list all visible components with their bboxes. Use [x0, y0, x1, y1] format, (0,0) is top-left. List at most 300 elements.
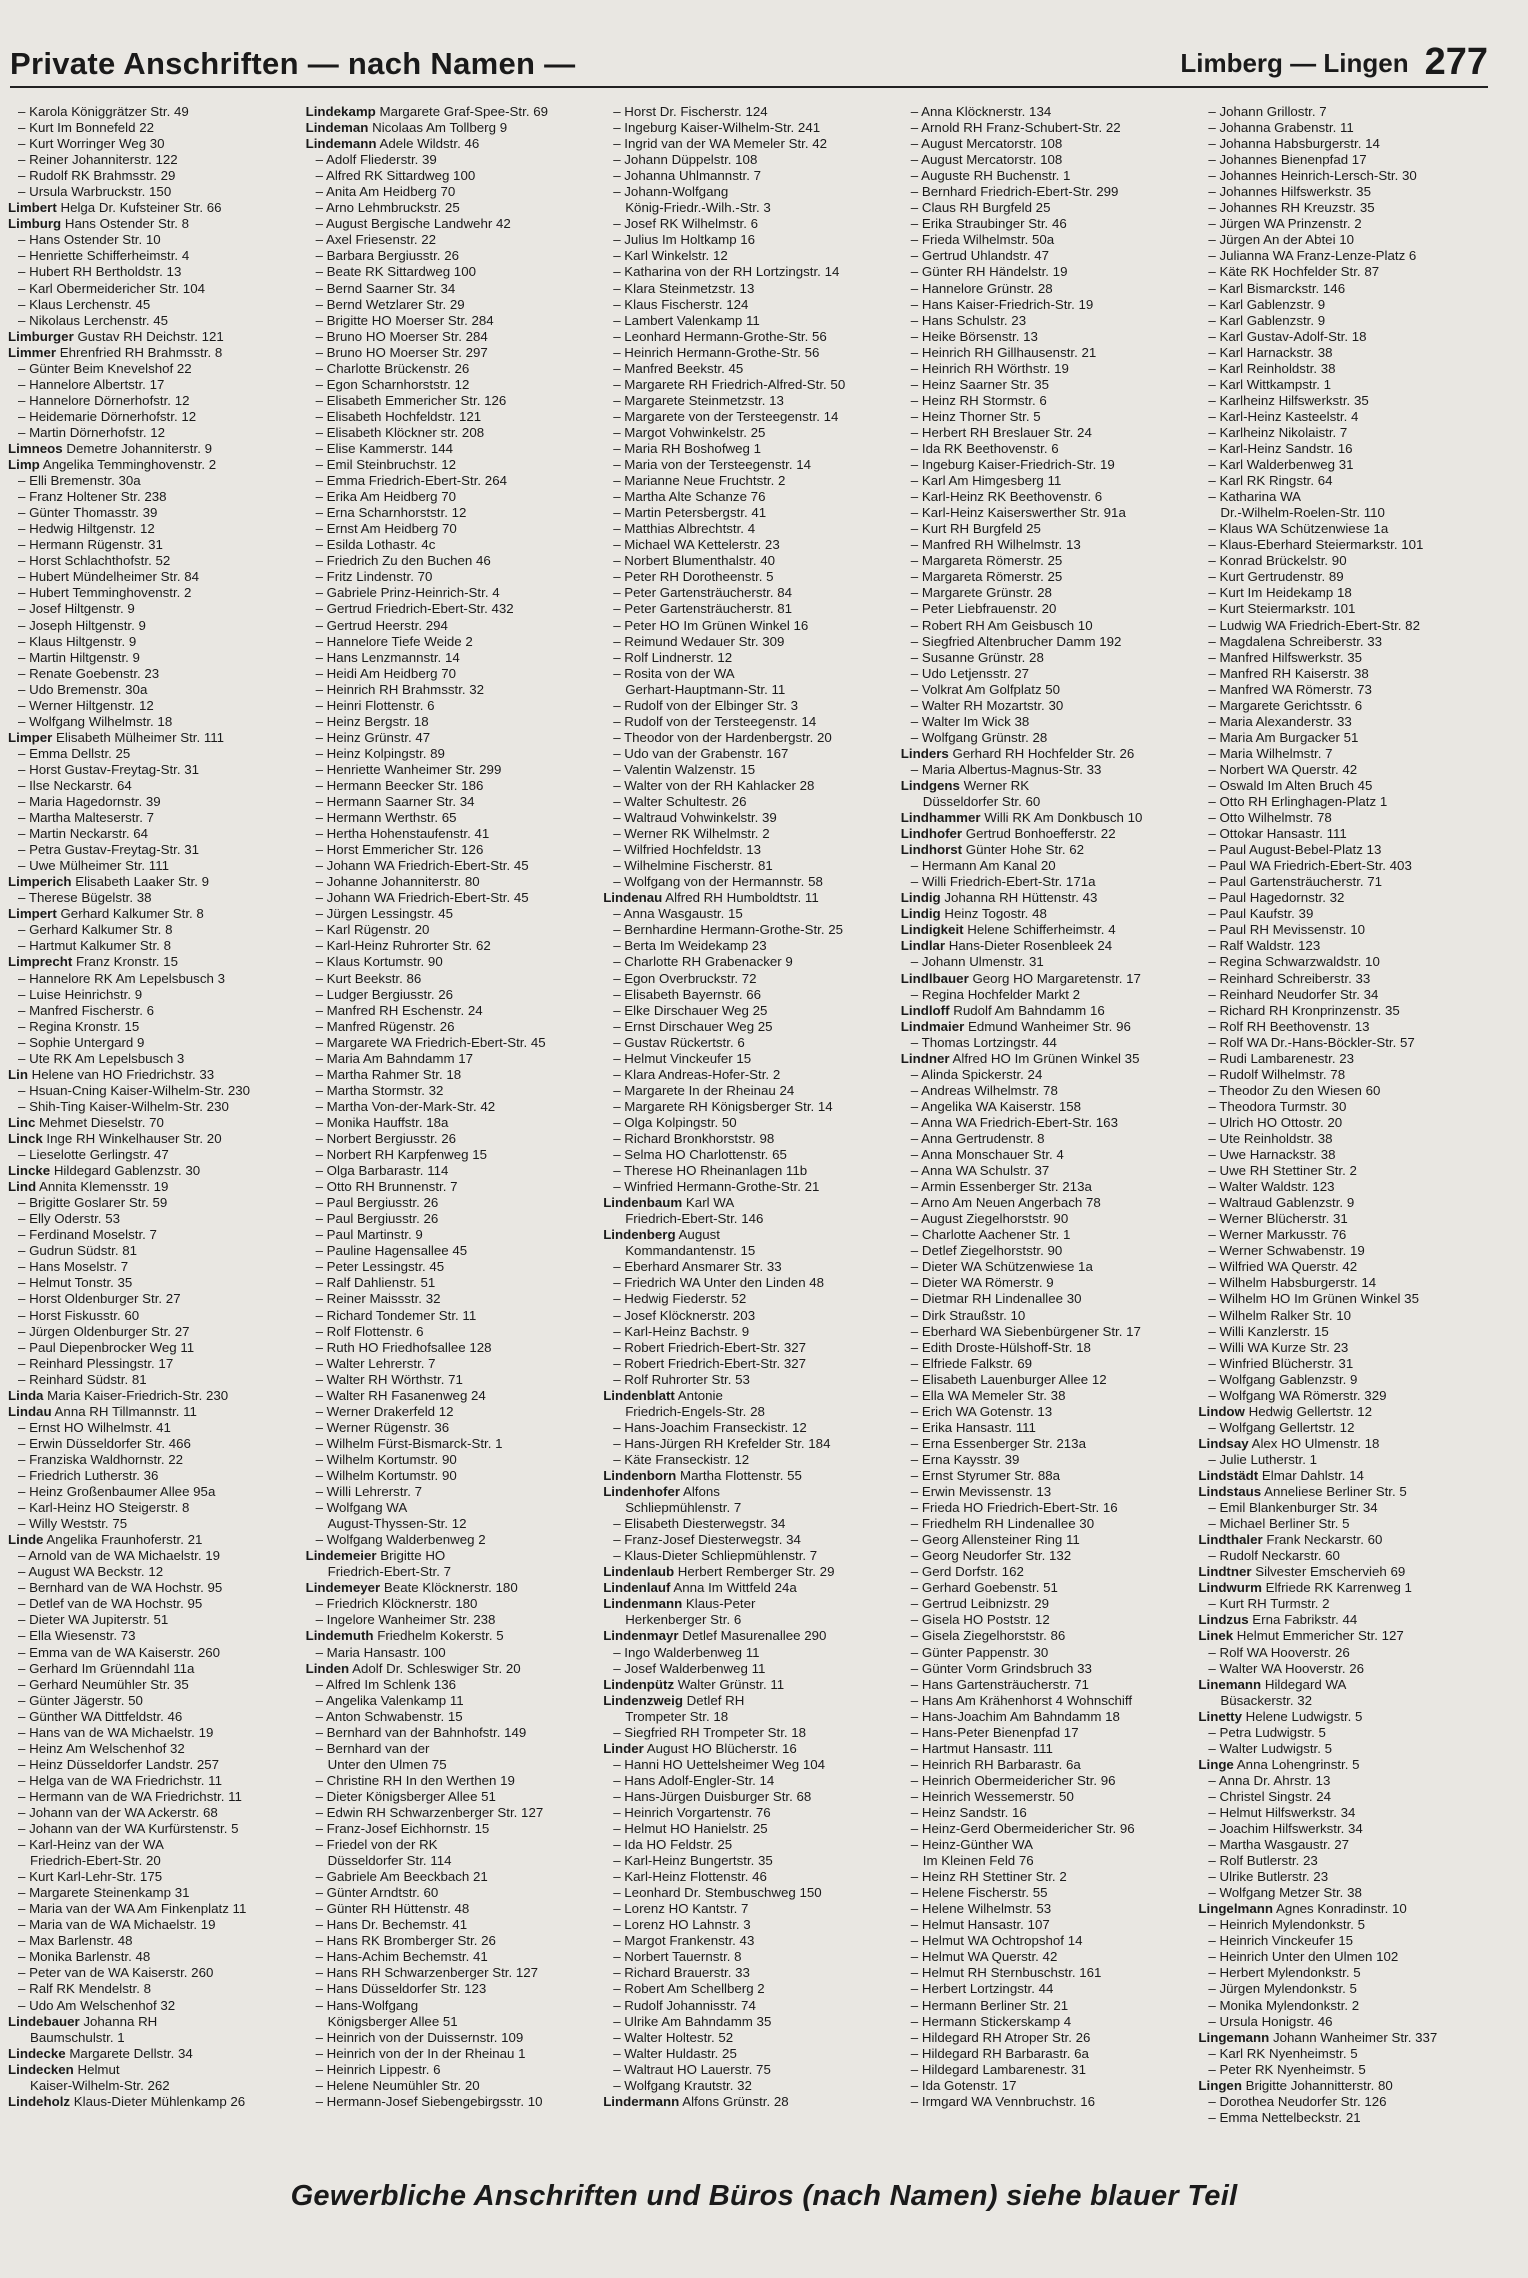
sub-entry: – Charlotte Aachener Str. 1 — [910, 1227, 1071, 1243]
sub-entry: – Susanne Grünstr. 28 — [910, 649, 1044, 665]
sub-entry: – Friedrich Lutherstr. 36 — [18, 1467, 159, 1483]
sub-entry: – Hedwig Fiederstr. 52 — [613, 1291, 747, 1307]
sub-entry: – Paul August-Bebel-Platz 13 — [1208, 842, 1382, 858]
entry-text: Hans-Dieter Rosenbleek 24 — [945, 938, 1113, 954]
sub-entry: – Hertha Hohenstaufenstr. 41 — [315, 826, 490, 842]
sub-entry: – Margarete RH Königsberger Str. 14 — [613, 1098, 833, 1114]
sub-entry: – Frieda Wilhelmstr. 50a — [910, 232, 1055, 248]
entry-text: August — [675, 1227, 720, 1243]
sub-entry: – Friedel von der RK — [315, 1837, 438, 1853]
sub-entry: – Karl-Heinz Ruhrorter Str. 62 — [315, 938, 491, 954]
header-right — [1180, 41, 1488, 86]
sub-entry: – Günter RH Händelstr. 19 — [910, 264, 1068, 280]
sub-entry: – Gertrud Heerstr. 294 — [315, 617, 448, 633]
sub-entry: – Kurt Im Bonnefeld 22 — [18, 120, 155, 136]
sub-entry: – Wolfgang Krautstr. 32 — [613, 2077, 752, 2093]
sub-entry: – Hans-Peter Bienenpfad 17 — [910, 1724, 1079, 1740]
sub-entry: – Regina Kronstr. 15 — [18, 1018, 140, 1034]
sub-entry: – Gisela Ziegelhorststr. 86 — [910, 1628, 1066, 1644]
sub-entry: – Hans Kaiser-Friedrich-Str. 19 — [910, 296, 1094, 312]
sub-entry: – Margot Frankenstr. 43 — [613, 1933, 755, 1949]
sub-entry: – Heidi Am Heidberg 70 — [315, 665, 457, 681]
sub-entry: – Paul Martinstr. 9 — [315, 1227, 423, 1243]
sub-entry: – Eberhard WA Siebenbürgener Str. 17 — [910, 1323, 1141, 1339]
surname: Lindhofer — [900, 826, 963, 842]
entry-text: Hans Ostender Str. 8 — [61, 216, 190, 232]
sub-entry: – Angelika Valenkamp 11 — [315, 1692, 464, 1708]
sub-entry: – Hermann Rügenstr. 31 — [18, 537, 163, 553]
sub-entry: – Manfred Rügenstr. 26 — [315, 1018, 455, 1034]
sub-entry: – Barbara Bergiusstr. 26 — [315, 248, 459, 264]
sub-entry: – Norbert WA Querstr. 42 — [1208, 761, 1358, 777]
sub-entry: – Ida HO Feldstr. 25 — [613, 1837, 733, 1853]
sub-entry: – Heinrich Vorgartenstr. 76 — [613, 1804, 771, 1820]
sub-entry: – Rudolf von der Tersteegenstr. 14 — [613, 713, 817, 729]
sub-entry: – Bruno HO Moerser Str. 284 — [315, 328, 488, 344]
sub-entry: – Sophie Untergard 9 — [18, 1034, 145, 1050]
sub-entry: – Arno Lehmbruckstr. 25 — [315, 200, 460, 216]
surname: Lindecke — [8, 2045, 66, 2061]
entry-text: Detlef Masurenallee 290 — [678, 1628, 827, 1644]
surname: Lindenborn — [603, 1467, 677, 1483]
surname-entry — [901, 938, 1191, 954]
sub-entry: – Lambert Valenkamp 11 — [613, 312, 760, 328]
entry-continuation: Düsseldorfer Str. 60 — [922, 794, 1041, 810]
sub-entry: – Arno Am Neuen Angerbach 78 — [910, 1195, 1101, 1211]
sub-entry: – Heinz-Günther WA — [910, 1837, 1033, 1853]
sub-entry: – Hannelore Tiefe Weide 2 — [315, 633, 473, 649]
sub-entry: – Elisabeth Emmericher Str. 126 — [315, 392, 507, 408]
sub-entry: – Peter Lessingstr. 45 — [315, 1259, 445, 1275]
sub-entry: – Elisabeth Klöckner str. 208 — [315, 424, 485, 440]
sub-entry: – Oswald Im Alten Bruch 45 — [1208, 777, 1373, 793]
surname-entry — [8, 2062, 298, 2078]
surname-entry — [8, 2014, 298, 2030]
sub-entry: – Hubert RH Bertholdstr. 13 — [18, 264, 182, 280]
sub-entry: – Günter Thomasstr. 39 — [18, 505, 158, 521]
surname: Lindstädt — [1198, 1467, 1259, 1483]
sub-entry: – Kurt Beekstr. 86 — [315, 970, 422, 986]
sub-entry: – Brigitte HO Moerser Str. 284 — [315, 312, 494, 328]
surname: Linek — [1198, 1628, 1234, 1644]
sub-entry: – Maria Albertus-Magnus-Str. 33 — [910, 761, 1102, 777]
entry-text: Elmar Dahlstr. 14 — [1258, 1467, 1364, 1483]
sub-entry: – Elly Oderstr. 53 — [18, 1211, 120, 1227]
entry-continuation: Königsberger Allee 51 — [327, 2013, 458, 2029]
sub-entry: – Luise Heinrichstr. 9 — [18, 986, 143, 1002]
entry-text: Franz Kronstr. 15 — [72, 954, 178, 970]
sub-entry: – Karl Reinholdstr. 38 — [1208, 360, 1336, 376]
sub-entry: – Erna Scharnhorststr. 12 — [315, 505, 467, 521]
sub-entry: – Irmgard WA Vennbruchstr. 16 — [910, 2093, 1096, 2109]
surname: Lindemeier — [305, 1548, 377, 1564]
sub-entry: – Klaus Hiltgenstr. 9 — [18, 633, 137, 649]
sub-entry: – Paul Bergiusstr. 26 — [315, 1195, 439, 1211]
surname: Linders — [900, 745, 949, 761]
sub-entry: – Rolf Flottenstr. 6 — [315, 1323, 424, 1339]
surname: Lindstaus — [1198, 1484, 1262, 1500]
surname: Lindenhofer — [603, 1484, 681, 1500]
sub-entry: – Bernhard van der Bahnhofstr. 149 — [315, 1724, 527, 1740]
surname-entry — [901, 810, 1191, 826]
sub-entry: – Johann van der WA Kurfürstenstr. 5 — [18, 1821, 239, 1837]
sub-entry: – Reimund Wedauer Str. 309 — [613, 633, 785, 649]
sub-entry: – Waltraut HO Lauerstr. 75 — [613, 2061, 771, 2077]
sub-entry: – Elfriede Falkstr. 69 — [910, 1355, 1032, 1371]
sub-entry: – Klaus WA Schützenwiese 1a — [1208, 521, 1389, 537]
sub-entry: – Elli Bremenstr. 30a — [18, 473, 141, 489]
sub-entry: – Gabriele Prinz-Heinrich-Str. 4 — [315, 585, 500, 601]
surname: Lindigkeit — [900, 922, 964, 938]
sub-entry: – Alfred Im Schlenk 136 — [315, 1676, 457, 1692]
sub-entry: – Werner Blücherstr. 31 — [1208, 1211, 1348, 1227]
surname-entry — [901, 1019, 1191, 1035]
sub-entry: – Werner Rügenstr. 36 — [315, 1419, 450, 1435]
sub-entry: – Willy Weststr. 75 — [18, 1516, 128, 1532]
entry-text: Klaus-Dieter Mühlenkamp 26 — [70, 2093, 246, 2109]
sub-entry: – Günter Vorm Grindsbruch 33 — [910, 1660, 1092, 1676]
entry-continuation: Friedrich-Ebert-Str. 20 — [30, 1853, 161, 1869]
surname: Lindenbaum — [603, 1195, 683, 1211]
sub-entry: – Karl Gustav-Adolf-Str. 18 — [1208, 328, 1367, 344]
sub-entry: – Karl Harnackstr. 38 — [1208, 344, 1333, 360]
entry-continuation: Friedrich-Ebert-Str. 146 — [625, 1211, 764, 1227]
sub-entry: – Paul Diepenbrocker Weg 11 — [18, 1339, 195, 1355]
surname-entry — [8, 345, 298, 361]
sub-entry: – Johanne Johanniterstr. 80 — [315, 874, 480, 890]
sub-entry: – Wilfried WA Querstr. 42 — [1208, 1259, 1358, 1275]
sub-entry: – Emil Steinbruchstr. 12 — [315, 457, 457, 473]
sub-entry: – Edith Droste-Hülshoff-Str. 18 — [910, 1339, 1091, 1355]
surname: Limbert — [8, 200, 57, 216]
footer-note: Gewerbliche Anschriften und Büros (nach Namen) siehe blauer Teil — [290, 2179, 1238, 2212]
entry-continuation: Kommandantenstr. 15 — [625, 1243, 756, 1259]
sub-entry: – Ferdinand Moselstr. 7 — [18, 1227, 157, 1243]
entry-text: Klaus-Peter — [682, 1596, 756, 1612]
surname: Lindthaler — [1198, 1532, 1263, 1548]
sub-entry: – Walter Huldastr. 25 — [613, 2045, 737, 2061]
sub-entry: – Brigitte Goslarer Str. 59 — [18, 1195, 168, 1211]
sub-entry: – Hartmut Kalkumer Str. 8 — [18, 938, 171, 954]
sub-entry: – Heinrich RH Gillhausenstr. 21 — [910, 344, 1097, 360]
entry-continuation: Unter den Ulmen 75 — [327, 1756, 447, 1772]
sub-entry: – Manfred WA Römerstr. 73 — [1208, 681, 1372, 697]
surname-entry — [603, 1596, 893, 1612]
surname: Lindlar — [900, 938, 946, 954]
sub-entry: – Karl-Heinz HO Steigerstr. 8 — [18, 1500, 190, 1516]
sub-entry: – Wolfgang Gellertstr. 12 — [1208, 1419, 1355, 1435]
sub-entry: – Hermann Saarner Str. 34 — [315, 794, 475, 810]
entry-text: Hedwig Gellertstr. 12 — [1244, 1403, 1373, 1419]
entry-text: Alfons — [680, 1484, 720, 1500]
entry-continuation: Trompeter Str. 18 — [625, 1708, 729, 1724]
sub-entry: – Herbert Lortzingstr. 44 — [910, 1981, 1054, 1997]
sub-entry: – Gertrud Leibnizstr. 29 — [910, 1596, 1049, 1612]
sub-entry: – Friedrich Zu den Buchen 46 — [315, 553, 491, 569]
page-header — [10, 30, 1488, 88]
surname: Lindemuth — [305, 1628, 374, 1644]
sub-entry: – Werner Schwabenstr. 19 — [1208, 1243, 1365, 1259]
surname-entry — [306, 1548, 596, 1564]
sub-entry: – Heinz Großenbaumer Allee 95a — [18, 1484, 216, 1500]
surname: Lindloff — [900, 1002, 950, 1018]
sub-entry: – Herbert RH Breslauer Str. 24 — [910, 424, 1092, 440]
surname-entry — [603, 1195, 893, 1211]
sub-entry: – Kurt Steiermarkstr. 101 — [1208, 601, 1356, 617]
sub-entry: – Udo Am Welschenhof 32 — [18, 1997, 176, 2013]
entry-text: Angelika Temminghovenstr. 2 — [39, 457, 217, 473]
sub-entry: – Martha Rahmer Str. 18 — [315, 1066, 462, 1082]
sub-entry: – Maria Hansastr. 100 — [315, 1644, 446, 1660]
surname: Lindeman — [305, 120, 369, 136]
sub-entry: – Elisabeth Bayernstr. 66 — [613, 986, 762, 1002]
surname-entry — [306, 1661, 596, 1677]
surname-entry — [8, 200, 298, 216]
sub-entry: – Hartmut Hansastr. 111 — [910, 1740, 1053, 1756]
surname-entry — [8, 730, 298, 746]
sub-entry: – Gerd Dorfstr. 162 — [910, 1564, 1024, 1580]
sub-entry: – Jürgen WA Prinzenstr. 2 — [1208, 216, 1362, 232]
sub-entry: – Ludwig WA Friedrich-Ebert-Str. 82 — [1208, 617, 1420, 633]
sub-entry: – Therese HO Rheinanlagen 11b — [613, 1163, 808, 1179]
sub-entry: – Wolfgang WA Römerstr. 329 — [1208, 1387, 1387, 1403]
sub-entry: – Rudolf Neckarstr. 60 — [1208, 1548, 1340, 1564]
surname: Lindhammer — [900, 810, 981, 826]
entry-text: Johanna RH Hüttenstr. 43 — [940, 890, 1098, 906]
sub-entry: – Helga van de WA Friedrichstr. 11 — [18, 1772, 222, 1788]
sub-entry: – Hans-Joachim Am Bahndamm 18 — [910, 1708, 1120, 1724]
sub-entry: – Walter Schultestr. 26 — [613, 794, 747, 810]
entry-text: Johanna RH — [79, 2013, 158, 2029]
sub-entry: – Otto Wilhelmstr. 78 — [1208, 810, 1332, 826]
sub-entry: – Erwin Düsseldorfer Str. 466 — [18, 1435, 191, 1451]
entry-text: Alfons Grünstr. 28 — [679, 2093, 789, 2109]
sub-entry: – Anna Wasgaustr. 15 — [613, 906, 743, 922]
entry-text: Detlef RH — [682, 1692, 745, 1708]
sub-entry: – Hans RH Schwarzenberger Str. 127 — [315, 1965, 539, 1981]
sub-entry: – Gabriele Am Beeckbach 21 — [315, 1869, 488, 1885]
surname-entry — [603, 1564, 893, 1580]
sub-entry: – Gertrud Uhlandstr. 47 — [910, 248, 1049, 264]
sub-entry: – Hans Lenzmannstr. 14 — [315, 649, 460, 665]
surname: Lindemann — [305, 136, 377, 152]
surname: Lindenzweig — [603, 1692, 683, 1708]
sub-entry: – Andreas Wilhelmstr. 78 — [910, 1082, 1058, 1098]
surname: Limprecht — [8, 954, 73, 970]
sub-entry: – Olga Kolpingstr. 50 — [613, 1114, 737, 1130]
surname-entry — [8, 457, 298, 473]
sub-entry: – Max Barlenstr. 48 — [18, 1933, 133, 1949]
entry-text: Heinz Togostr. 48 — [940, 906, 1047, 922]
sub-entry: – Regina Schwarzwaldstr. 10 — [1208, 954, 1380, 970]
sub-entry: – Kurt RH Burgfeld 25 — [910, 521, 1041, 537]
sub-entry: – Ulrike Am Bahndamm 35 — [613, 2013, 772, 2029]
sub-entry: – Ingo Walderbenweg 11 — [613, 1644, 760, 1660]
sub-entry: – Hannelore RK Am Lepelsbusch 3 — [18, 970, 225, 986]
surname-entry — [306, 1580, 596, 1596]
sub-entry: – Anna WA Schulstr. 37 — [910, 1163, 1050, 1179]
surname: Lindenmayr — [603, 1628, 679, 1644]
entry-text: Erna Fabrikstr. 44 — [1248, 1612, 1358, 1628]
sub-entry: – Otto RH Brunnenstr. 7 — [315, 1179, 458, 1195]
sub-entry: – Martin Neckarstr. 64 — [18, 826, 149, 842]
sub-entry: – Bernd Wetzlarer Str. 29 — [315, 296, 465, 312]
entry-text: Elisabeth Mülheimer Str. 111 — [52, 729, 225, 745]
sub-entry: – Detlef van de WA Hochstr. 95 — [18, 1596, 203, 1612]
sub-entry: – Helmut Hansastr. 107 — [910, 1917, 1050, 1933]
sub-entry: – Walter RH Wörthstr. 71 — [315, 1371, 463, 1387]
sub-entry: – Hildegard RH Barbarastr. 6a — [910, 2045, 1089, 2061]
sub-entry: – Kurt Karl-Lehr-Str. 175 — [18, 1869, 163, 1885]
sub-entry: – Gerhard Neumühler Str. 35 — [18, 1676, 189, 1692]
surname-entry — [306, 1628, 596, 1644]
sub-entry: – Leonhard Dr. Stembuschweg 150 — [613, 1885, 822, 1901]
sub-entry: – Wilhelm Kortumstr. 90 — [315, 1467, 457, 1483]
surname-entry — [1198, 1709, 1488, 1725]
sub-entry: – Helmut Vinckeufer 15 — [613, 1050, 752, 1066]
entry-text: Helene van HO Friedrichstr. 33 — [27, 1066, 215, 1082]
entry-text: Maria Kaiser-Friedrich-Str. 230 — [43, 1387, 229, 1403]
sub-entry: – Helmut HO Hanielstr. 25 — [613, 1821, 768, 1837]
sub-entry: – Günter RH Hüttenstr. 48 — [315, 1901, 470, 1917]
sub-entry: – Bruno HO Moerser Str. 297 — [315, 344, 488, 360]
surname: Lingelmann — [1198, 1901, 1273, 1917]
sub-entry: – Selma HO Charlottenstr. 65 — [613, 1147, 787, 1163]
entry-text: Werner RK — [959, 777, 1030, 793]
sub-entry: – Karl-Heinz RK Beethovenstr. 6 — [910, 489, 1103, 505]
sub-entry: – Petra Ludwigstr. 5 — [1208, 1724, 1326, 1740]
sub-entry: – Ernst Styrumer Str. 88a — [910, 1467, 1061, 1483]
entry-text: Angelika Fraunhoferstr. 21 — [43, 1532, 203, 1548]
surname: Lindenpütz — [603, 1676, 675, 1692]
surname: Lindwurm — [1198, 1580, 1262, 1596]
sub-entry: – Ulrich HO Ottostr. 20 — [1208, 1114, 1343, 1130]
surname: Limburger — [8, 328, 74, 344]
sub-entry: – Hans-Wolfgang — [315, 1997, 419, 2013]
sub-entry: – Wilhelm Habsburgerstr. 14 — [1208, 1275, 1377, 1291]
sub-entry: – Anna Gertrudenstr. 8 — [910, 1131, 1045, 1146]
sub-entry: – Norbert RH Karpfenweg 15 — [315, 1147, 488, 1163]
sub-entry: – Dietmar RH Lindenallee 30 — [910, 1291, 1082, 1307]
surname-entry — [8, 1163, 298, 1179]
sub-entry: – Udo van der Grabenstr. 167 — [613, 745, 789, 761]
surname: Lindeholz — [8, 2093, 71, 2109]
sub-entry: – Karl Wittkampstr. 1 — [1208, 376, 1332, 392]
sub-entry: – Joachim Hilfswerkstr. 34 — [1208, 1821, 1363, 1837]
sub-entry: – Therese Bügelstr. 38 — [18, 890, 152, 906]
sub-entry: – Emma van de WA Kaiserstr. 260 — [18, 1644, 221, 1660]
entry-continuation: Büsackerstr. 32 — [1220, 1692, 1313, 1708]
surname-entry — [1198, 1564, 1488, 1580]
surname-entry — [8, 329, 298, 345]
surname-entry — [306, 120, 596, 136]
entry-text: Alex HO Ulmenstr. 18 — [1248, 1435, 1380, 1451]
sub-entry: – Maria von der Tersteegenstr. 14 — [613, 457, 812, 473]
sub-entry: – Bernd Saarner Str. 34 — [315, 280, 456, 296]
sub-entry: – Paul Bergiusstr. 26 — [315, 1211, 439, 1227]
sub-entry: – Johann WA Friedrich-Ebert-Str. 45 — [315, 858, 529, 874]
surname-entry — [901, 778, 1191, 794]
entry-text: Alfred RH Humboldtstr. 11 — [662, 890, 819, 906]
sub-entry: – Adolf Fliederstr. 39 — [315, 152, 437, 168]
sub-entry: – Hannelore Albertstr. 17 — [18, 376, 165, 392]
sub-entry: – Hanni HO Uettelsheimer Weg 104 — [613, 1756, 826, 1772]
sub-entry: – Erika Straubinger Str. 46 — [910, 216, 1067, 232]
surname-entry — [1198, 2078, 1488, 2094]
sub-entry: – Ute RK Am Lepelsbusch 3 — [18, 1050, 185, 1066]
sub-entry: – Anton Schwabenstr. 15 — [315, 1708, 463, 1724]
surname: Lindmaier — [900, 1018, 965, 1034]
sub-entry: – Bernhardine Hermann-Grothe-Str. 25 — [613, 922, 844, 938]
sub-entry: – Johannes Heinrich-Lersch-Str. 30 — [1208, 168, 1417, 184]
entry-continuation: Dr.-Wilhelm-Roelen-Str. 110 — [1220, 505, 1385, 521]
surname-entry — [8, 1532, 298, 1548]
sub-entry: – Gerhard Kalkumer Str. 8 — [18, 922, 173, 938]
sub-entry: – Emma Friedrich-Ebert-Str. 264 — [315, 473, 507, 489]
sub-entry: – Wolfgang Gablenzstr. 9 — [1208, 1371, 1358, 1387]
sub-entry: – Jürgen Lessingstr. 45 — [315, 906, 454, 922]
surname-entry — [1198, 1677, 1488, 1693]
sub-entry: – Elke Dirschauer Weg 25 — [613, 1002, 768, 1018]
sub-entry: – Angelika WA Kaiserstr. 158 — [910, 1098, 1082, 1114]
sub-entry: – Manfred Beekstr. 45 — [613, 360, 744, 376]
entry-continuation: König-Friedr.-Wilh.-Str. 3 — [625, 200, 771, 216]
surname-entry — [901, 922, 1191, 938]
sub-entry: – Robert RH Am Geisbusch 10 — [910, 617, 1093, 633]
sub-entry: – Hildegard Lambarenestr. 31 — [910, 2061, 1086, 2077]
sub-entry: – Hermann Stickerskamp 4 — [910, 2013, 1072, 2029]
sub-entry: – Martin Petersbergstr. 41 — [613, 505, 767, 521]
sub-entry: – Werner RK Wilhelmstr. 2 — [613, 826, 770, 842]
sub-entry: – Johann Grillostr. 7 — [1208, 104, 1327, 119]
surname-entry — [1198, 1532, 1488, 1548]
sub-entry: – Heinrich Hermann-Grothe-Str. 56 — [613, 344, 820, 360]
sub-entry: – Peter HO Im Grünen Winkel 16 — [613, 617, 809, 633]
sub-entry: – Heinz Kolpingstr. 89 — [315, 745, 445, 761]
sub-entry: – Ralf Dahlienstr. 51 — [315, 1275, 436, 1291]
entry-text: Willi RK Am Donkbusch 10 — [980, 810, 1143, 826]
sub-entry: – Rolf Lindnerstr. 12 — [613, 649, 733, 665]
sub-entry: – Johann Düppelstr. 108 — [613, 152, 758, 168]
sub-entry: – Reiner Johanniterstr. 122 — [18, 152, 178, 168]
sub-entry: – Heinrich RH Brahmsstr. 32 — [315, 681, 485, 697]
sub-entry: – Franziska Waldhornstr. 22 — [18, 1451, 184, 1467]
sub-entry: – Ingrid van der WA Memeler Str. 42 — [613, 136, 828, 152]
sub-entry: – Anna Dr. Ahrstr. 13 — [1208, 1772, 1331, 1788]
sub-entry: – Karl Gablenzstr. 9 — [1208, 312, 1326, 328]
entry-continuation: Im Kleinen Feld 76 — [922, 1853, 1034, 1869]
sub-entry: – Heinz Am Welschenhof 32 — [18, 1740, 185, 1756]
sub-entry: – Hermann Werthstr. 65 — [315, 810, 457, 826]
sub-entry: – Michael Berliner Str. 5 — [1208, 1516, 1350, 1532]
entry-text: Annita Klemensstr. 19 — [36, 1179, 169, 1195]
sub-entry: – Julius Im Holtkamp 16 — [613, 232, 756, 248]
sub-entry: – Willi Kanzlerstr. 15 — [1208, 1323, 1329, 1339]
surname: Linetty — [1198, 1708, 1242, 1724]
sub-entry: – Margareta Römerstr. 25 — [910, 553, 1063, 569]
sub-entry: – Horst Dr. Fischerstr. 124 — [613, 104, 768, 119]
surname-entry — [306, 104, 596, 120]
surname: Lindenlauf — [603, 1580, 671, 1596]
sub-entry: – Richard Bronkhorststr. 98 — [613, 1131, 775, 1146]
surname: Linc — [8, 1114, 36, 1130]
sub-entry: – Margarete Grünstr. 28 — [910, 585, 1052, 601]
sub-entry: – Ernst Dirschauer Weg 25 — [613, 1018, 773, 1034]
sub-entry: – Ida RK Beethovenstr. 6 — [910, 440, 1059, 456]
surname: Limp — [8, 457, 40, 473]
sub-entry: – Johannes Bienenpfad 17 — [1208, 152, 1367, 168]
sub-entry: – Michael WA Kettelerstr. 23 — [613, 537, 780, 553]
